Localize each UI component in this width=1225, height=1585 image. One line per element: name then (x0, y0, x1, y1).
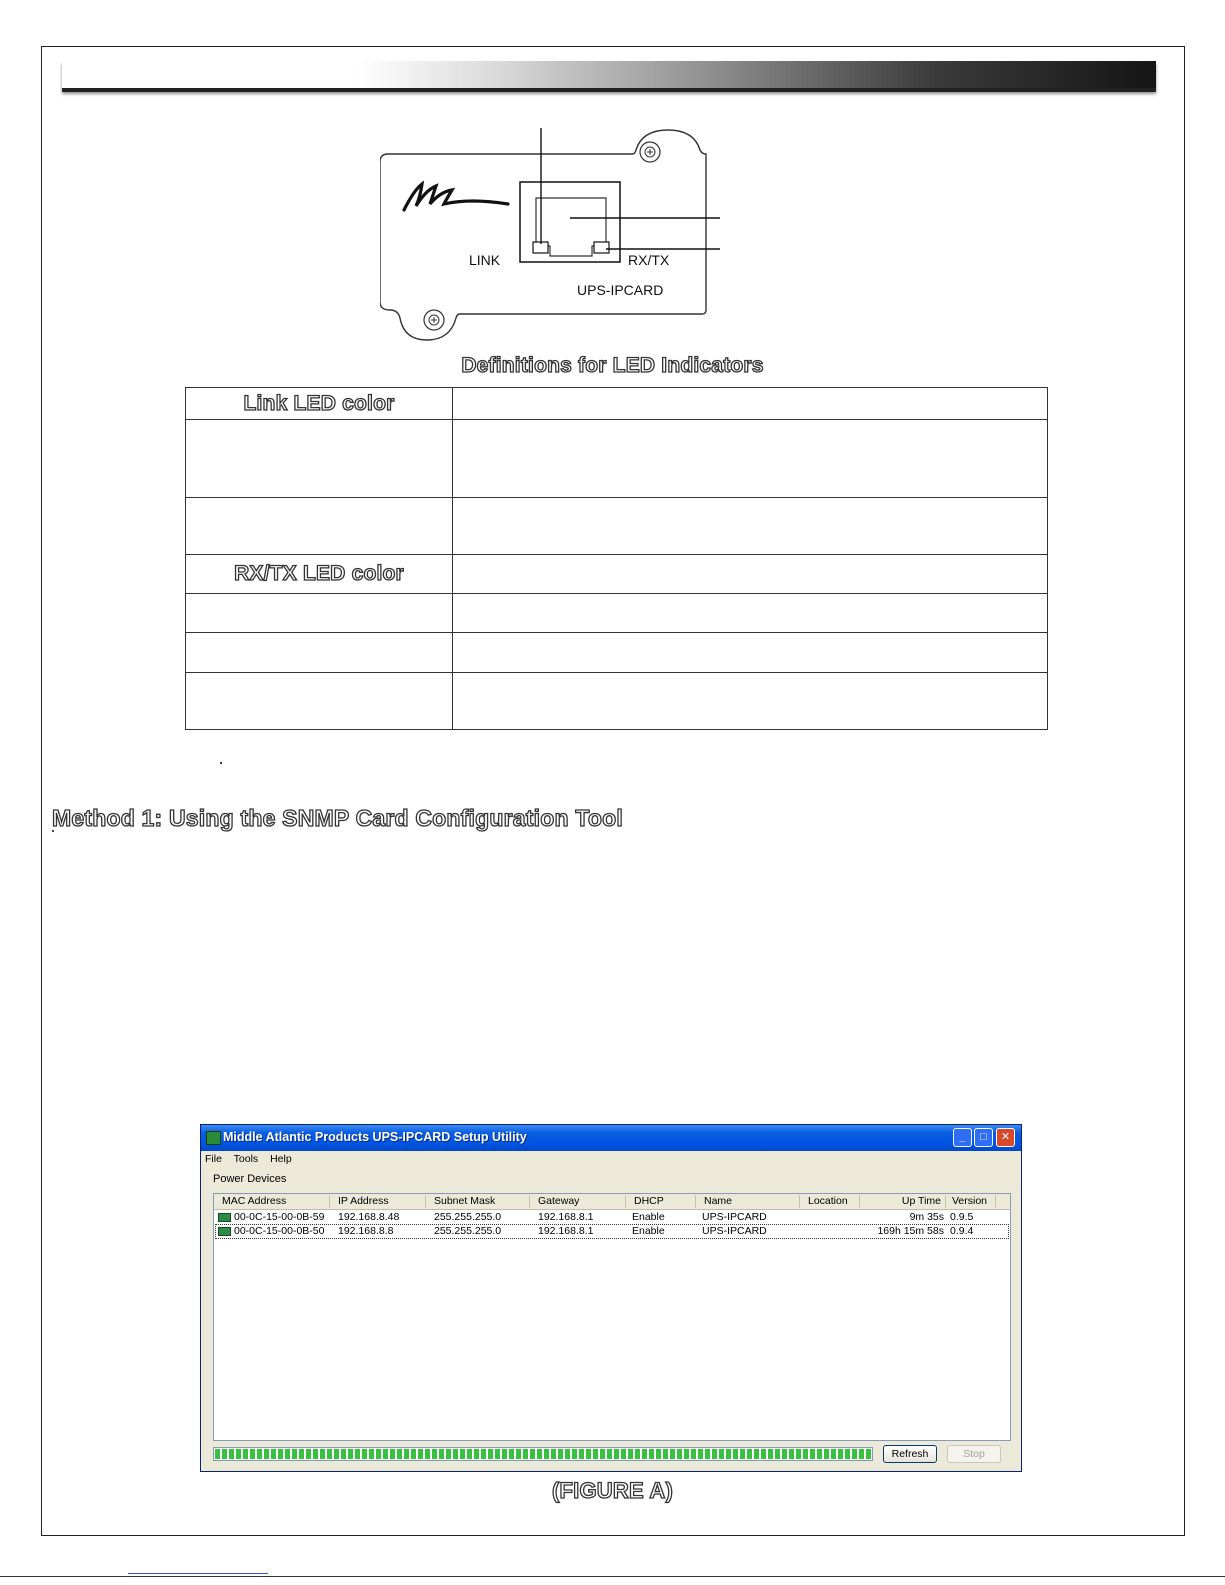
col-name[interactable]: Name (696, 1195, 800, 1208)
footer-line (0, 1576, 1225, 1577)
row-mask: 255.255.255.0 (434, 1225, 502, 1237)
refresh-button[interactable]: Refresh (883, 1445, 937, 1463)
menu-help[interactable]: Help (270, 1153, 292, 1165)
minimize-button[interactable]: _ (953, 1128, 972, 1147)
stop-button[interactable]: Stop (947, 1445, 1001, 1463)
menu-bar (205, 1153, 301, 1169)
app-icon (206, 1131, 221, 1145)
col-subnet-mask[interactable]: Subnet Mask (426, 1195, 530, 1208)
menu-tools[interactable]: Tools (233, 1153, 259, 1165)
col-location[interactable]: Location (800, 1195, 860, 1208)
maximize-button[interactable]: □ (974, 1128, 993, 1147)
row-gateway: 192.168.8.1 (538, 1211, 594, 1223)
footer-link-underline (128, 1573, 268, 1574)
row-ip: 192.168.8.48 (338, 1211, 400, 1223)
ipcard-diagram (380, 128, 725, 353)
top-screw-icon (640, 142, 660, 162)
col-up-time[interactable]: Up Time (860, 1195, 946, 1208)
rxtx-led (594, 242, 609, 253)
bottom-screw-icon (424, 310, 444, 330)
device-icon (218, 1227, 231, 1236)
menu-file[interactable]: File (205, 1153, 222, 1165)
led-definitions-table (185, 387, 1048, 730)
row-mask: 255.255.255.0 (434, 1211, 502, 1223)
list-header (214, 1194, 1010, 1210)
power-devices-label: Power Devices (213, 1173, 287, 1185)
row-name: UPS-IPCARD (702, 1225, 767, 1237)
header-bar (62, 61, 1156, 91)
rxtx-led-color-header: RX/TX LED color (186, 555, 453, 594)
row-uptime: 169h 15m 58s (877, 1225, 944, 1237)
col-version[interactable]: Version (946, 1195, 996, 1208)
row-mac: 00-0C-15-00-0B-59 (234, 1211, 325, 1223)
row-ip: 192.168.8.8 (338, 1225, 394, 1237)
setup-utility-window (200, 1124, 1022, 1472)
row-version: 0.9.4 (950, 1225, 974, 1237)
table-row[interactable] (216, 1211, 1008, 1224)
row-version: 0.9.5 (950, 1211, 974, 1223)
window-title: Middle Atlantic Products UPS-IPCARD Setup Utility (223, 1130, 527, 1144)
row-gateway: 192.168.8.1 (538, 1225, 594, 1237)
stray-dot (220, 762, 222, 764)
link-label: LINK (469, 252, 501, 268)
rxtx-label: RX/TX (628, 252, 670, 268)
col-dhcp[interactable]: DHCP (626, 1195, 696, 1208)
row-dhcp: Enable (632, 1225, 665, 1237)
col-ip-address[interactable]: IP Address (330, 1195, 426, 1208)
link-led-color-header: Link LED color (186, 388, 453, 420)
col-gateway[interactable]: Gateway (530, 1195, 626, 1208)
window-titlebar (201, 1125, 1021, 1151)
col-mac-address[interactable]: MAC Address (214, 1195, 330, 1208)
section-title: Method 1: Using the SNMP Card Configuration Tool (52, 805, 623, 831)
led-table-title: Definitions for LED Indicators (461, 354, 764, 377)
power-devices-list[interactable] (213, 1193, 1011, 1441)
close-button[interactable]: ✕ (996, 1128, 1015, 1147)
row-uptime: 9m 35s (909, 1211, 944, 1223)
row-mac: 00-0C-15-00-0B-50 (234, 1225, 325, 1237)
figure-caption: (FIGURE A) (552, 1478, 673, 1503)
scan-progress-bar (213, 1447, 873, 1461)
progress-fill (215, 1449, 871, 1459)
device-icon (218, 1213, 231, 1222)
model-label: UPS-IPCARD (577, 282, 664, 298)
table-row[interactable] (216, 1225, 1008, 1238)
row-dhcp: Enable (632, 1211, 665, 1223)
row-name: UPS-IPCARD (702, 1211, 767, 1223)
